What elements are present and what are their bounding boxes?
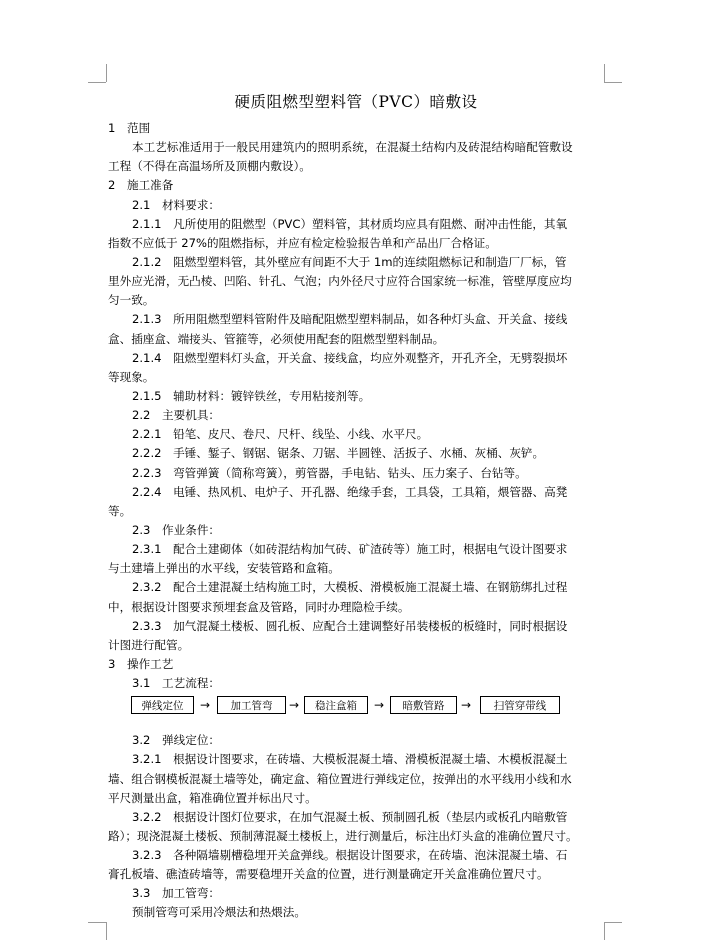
arrow-right-icon: → [288,698,300,713]
paragraph-line: 平尺测量出盒，箱准确位置并标出尺寸。 [108,790,317,805]
heading-2: 2 施工准备 [108,178,174,193]
paragraph-line: 2.3.3 加气混凝土楼板、圆孔板、应配合土建调整好吊装楼板的板缝时，同时根据设 [132,618,568,633]
paragraph-line: 盒、插座盒、端接头、管箍等，必须使用配套的阻燃型塑料制品。 [108,331,445,346]
subheading-2-1: 2.1 材料要求： [132,197,221,212]
subheading-3-2: 3.2 弹线定位： [132,733,221,748]
arrow-right-icon: → [460,698,472,713]
paragraph-line: 预制管弯可采用冷煨法和热煨法。 [132,905,306,920]
flow-step-box: 稳注盒箱 [304,696,368,714]
flow-step-box: 扫管穿带线 [480,696,560,714]
process-flowchart [108,693,606,719]
paragraph-line: 指数不应低于 27%的阻燃指标，并应有检定检验报告单和产品出厂合格证。 [108,235,497,250]
heading-3: 3 操作工艺 [108,656,174,671]
paragraph-line: 3.2.1 根据设计图要求，在砖墙、大模板混凝土墙、滑模板混凝土墙、木模板混凝土 [132,752,568,767]
paragraph-line: 3.2.3 各种隔墙剔槽稳埋开关盒弹线。根据设计图要求，在砖墙、泡沫混凝土墙、石 [132,848,568,863]
paragraph-line: 里外应光滑，无凸棱、凹陷、针孔、气泡；内外径尺寸应符合国家统一标准，管壁厚度应均 [108,274,572,289]
arrow-right-icon: → [373,698,385,713]
paragraph-line: 2.1.2 阻燃型塑料管，其外壁应有间距不大于 1m的连续阻燃标记和制造厂厂标，管 [132,254,567,269]
paragraph-line: 2.2.4 电锤、热风机、电炉子、开孔器、绝缘手套，工具袋，工具箱，煨管器、高凳 [132,484,568,499]
paragraph-line: 等。 [108,503,132,518]
paragraph-line: 2.2.2 手锤、錾子、钢锯、锯条、刀锯、半圆锉、活扳子、水桶、灰桶、灰铲。 [132,446,545,461]
paragraph-line: 2.1.4 阻燃型塑料灯头盒，开关盒、接线盒，均应外观整齐，开孔齐全，无劈裂损坏 [132,350,568,365]
paragraph-line: 2.2.3 弯管弹簧（简称弯簧），剪管器，手电钻、钻头、压力案子、台钻等。 [132,465,527,480]
paragraph-line: 路）；现浇混凝土楼板、预制薄混凝土楼板上，进行测量后，标注出灯头盒的准确位置尺寸。 [108,828,578,843]
paragraph-line: 3.2.2 根据设计图灯位要求，在加气混凝土板、预制圆孔板（垫层内或板孔内暗敷管 [132,809,568,824]
paragraph-line: 匀一致。 [108,293,155,308]
subheading-2-3: 2.3 作业条件： [132,522,221,537]
paragraph-line: 工程（不得在高温场所及顶棚内敷设）。 [108,159,311,174]
paragraph-line: 2.1.5 辅助材料：镀锌铁丝，专用粘接剂等。 [132,388,371,403]
document-body [108,119,606,923]
subheading-3-3: 3.3 加工管弯： [132,886,221,901]
subheading-2-2: 2.2 主要机具： [132,408,221,423]
paragraph-line: 等现象。 [108,369,155,384]
arrow-right-icon: → [199,698,211,713]
paragraph-line: 本工艺标准适用于一般民用建筑内的照明系统，在混凝土结构内及砖混结构暗配管敷设 [132,140,573,155]
paragraph-line: 中，根据设计图要求预埋套盒及管路，同时办理隐检手续。 [108,599,410,614]
paragraph-line: 墙、组合钢模板混凝土墙等处，确定盒、箱位置进行弹线定位，按弹出的水平线用小线和水 [108,771,572,786]
subheading-3-1: 3.1 工艺流程： [132,676,221,691]
paragraph-line: 2.3.2 配合土建混凝土结构施工时，大模板、滑模板施工混凝土墙、在钢筋绑扎过程 [132,580,568,595]
flow-step-box: 弹线定位 [131,696,194,714]
paragraph-line: 2.1.1 凡所使用的阻燃型（PVC）塑料管，其材质均应具有阻燃、耐冲击性能，其氧 [132,216,568,231]
flow-step-box: 加工管弯 [217,696,286,714]
flow-step-box: 暗敷管路 [390,696,457,714]
paragraph-line: 2.2.1 铅笔、皮尺、卷尺、尺杆、线坠、小线、水平尺。 [132,427,429,442]
paragraph-line: 与土建墙上弹出的水平线，安装管路和盒箱。 [108,561,340,576]
document-title: 硬质阻燃型塑料管（PVC）暗敷设 [234,93,478,111]
paragraph-line: 计图进行配管。 [108,637,190,652]
paragraph-line: 2.1.3 所用阻燃型塑料管附件及暗配阻燃型塑料制品，如各种灯头盒、开关盒、接线 [132,312,568,327]
heading-1: 1 范围 [108,121,151,135]
paragraph-line: 膏孔板墙、礁渣砖墙等，需要稳埋开关盒的位置，进行测量确定开关盒准确位置尺寸。 [108,867,549,882]
paragraph-line: 2.3.1 配合土建砌体（如砖混结构加气砖、矿渣砖等）施工时，根据电气设计图要求 [132,542,568,557]
